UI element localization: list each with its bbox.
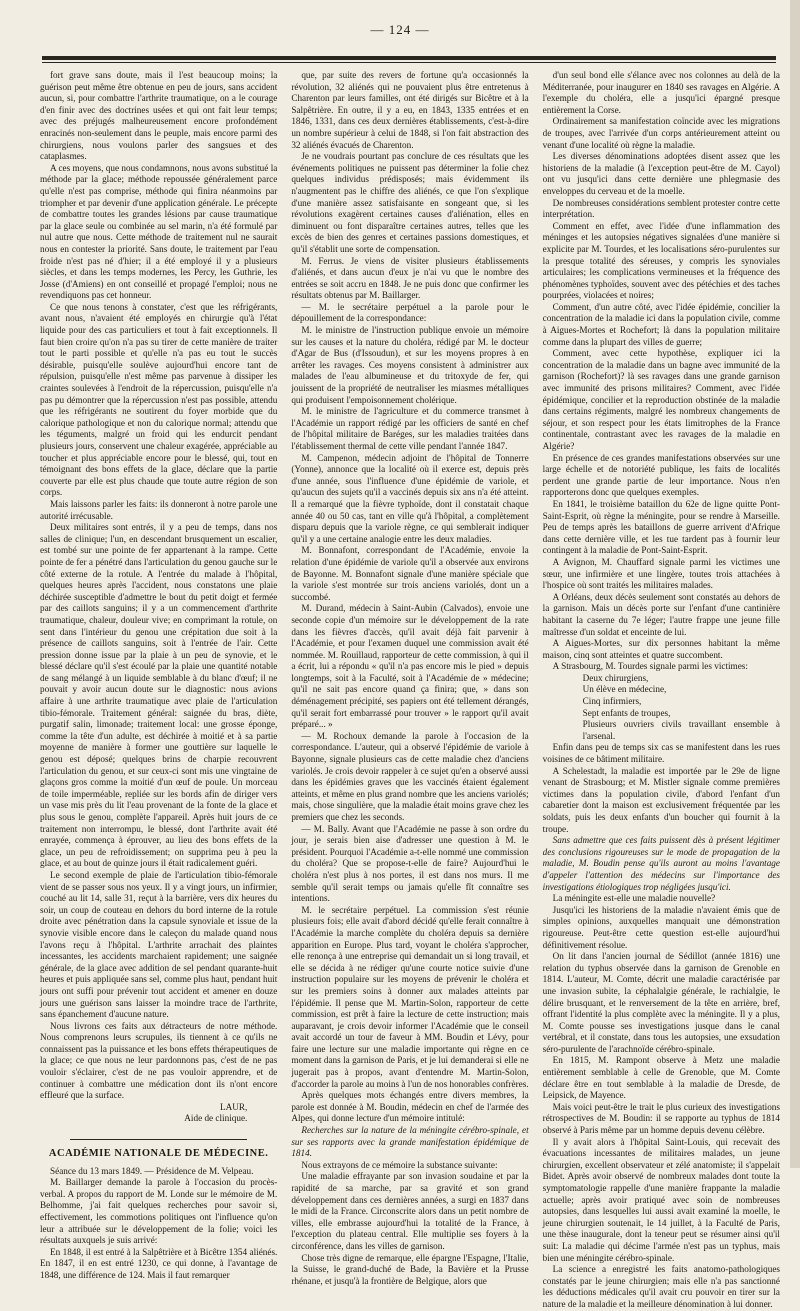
paragraph: Une maladie effrayante par son invasion soudaine et par la rapidité de sa marche, par sa gravité et son grand développement dans ces dernières années, a surgi en 1837 dans le midi de la France. Circonscrite alors dans un petit nombre de villes, elle embrasse aujourd'hui la totalité de la France, à l'exception du plateau central. Elle multiplie ses foyers à la circonférence, dans les villes de garnison. xyxy=(291,1171,529,1251)
paragraph: Enfin dans peu de temps six cas se manifestent dans les rues voisines de ce bâtiment militaire. xyxy=(542,742,780,765)
paragraph: A Orléans, deux décès seulement sont constatés au dehors de la garnison. Mais un décès porte sur l'enfant d'une cantinière habitant la caserne du 7e léger; l'autre frappe une jeune fille maîtresse d'un soldat et enceinte de lui. xyxy=(542,591,780,637)
paragraph: Chose très digne de remarque, elle épargne l'Espagne, l'Italie, la Suisse, le grand-duché de Bade, la Bavière et la Prusse rhénane, et jusqu'à la frontière de Belgique, alors que xyxy=(291,1252,529,1286)
paragraph: — M. le secrétaire perpétuel a la parole pour le dépouillement de la correspondance: xyxy=(291,301,529,324)
paragraph: M. Ferrus. Je viens de visiter plusieurs établissements d'aliénés, et dans aucun d'eux je n'ai vu que le nombre des entrées se soit accru en 1848. Je ne puis donc que confirmer les résultats obtenus par M. Baillarger. xyxy=(291,255,529,301)
paragraph: La science a enregistré les faits anatomo-pathologiques constatés par le jeune chirurgien; mais elle n'a pas sanctionné les déductions médicales qu'il avait cru pouvoir en tirer sur la nature de la maladie et la meilleure dénomination à lui donner. xyxy=(542,1264,780,1309)
paragraph: — M. Bally. Avant que l'Académie ne passe à son ordre du jour, je serais bien aise d'adresser une question à M. le président. Pourquoi l'Académie a-t-elle nommé une commission du choléra? Que se propose-t-elle de faire? Aujourd'hui le choléra n'est plus à nos portes, il est dans nos murs. Il me semble qu'il serait temps ou jamais qu'elle fît connaître ses intentions. xyxy=(291,823,529,904)
paragraph: M. le secrétaire perpétuel. La commission s'est réunie plusieurs fois; elle avait d'abord décidé qu'elle ferait connaître à l'Académie la marche complète du choléra depuis sa dernière apparition en Europe. Plus tard, voyant le choléra s'approcher, elle renonça à une entreprise qui demandait un si long travail, et elle se décida à ne rédiger qu'une courte notice suivie d'une instruction populaire sur les moyens de prévenir le choléra et sur les premiers soins à donner aux malades atteints par l'épidémie. Il pense que M. Martin-Solon, rapporteur de cette commission, est prêt à faire la lecture de cette instruction; mais auparavant, je crois devoir informer l'Académie que le conseil avait accordé un tour de faveur à MM. Boudin et Lévy, pour faire une lecture sur une maladie importante qui règne en ce moment dans la garnison de Paris, et je lui demanderai si elle ne jugerait pas à propos, avant d'entendre M. Martin-Solon, d'accorder la parole au moins à l'un de nos honorables confrères. xyxy=(291,904,529,1089)
paragraph: A Aigues-Mortes, sur dix personnes habitant la même maison, cinq sont atteintes et quatre succombent. xyxy=(542,638,780,660)
section-title: ACADÉMIE NATIONALE DE MÉDECINE. xyxy=(48,1148,269,1160)
list-item: Cinq infirmiers, xyxy=(582,696,642,707)
header-rule-thin xyxy=(42,62,776,63)
paragraph: En présence de ces grandes manifestations observées sur une large échelle et de notoriété publique, les faits de localités perdent une grande partie de leur importance. Nous n'en rapporterons donc que quelques exemples. xyxy=(542,452,780,498)
page-number: — 124 — xyxy=(370,22,430,37)
paragraph: M. Bonnafont, correspondant de l'Académie, envoie la relation d'une épidémie de variole qu'il a observée aux environs de Bayonne. M. Bonnafont signale d'une manière spéciale que la variole s'est montrée sur trois anciens variolés, dont un a succombé. xyxy=(291,545,529,602)
paragraph: d'un seul bond elle s'élance avec nos colonnes au delà de la Méditerranée, pour inaugurer en 1840 ses ravages en Algérie. A l'exemple du choléra, elle a jusqu'ici épargné presque entièrement la Corse. xyxy=(542,70,780,115)
paragraph: Je ne voudrais pourtant pas conclure de ces résultats que les événements politiques ne puissent pas déterminer la folie chez quelques individus prédisposés; mais évidemment ils n'augmentent pas le chiffre des aliénés, ce que l'on s'explique d'une manière assez satisfaisante en songeant que, si les révolutions exagèrent certaines causes d'aliénation, elles en diminuent ou font disparaître certaines autres, telles que les excès de bien des genres et certaines passions domestiques, et qu'il s'établit une sorte de compensation. xyxy=(291,151,529,254)
paragraph: Les diverses dénominations adoptées disent assez que les historiens de la maladie (à l'exception peut-être de M. Cayol) ont vu jusqu'ici dans cette dernière une phlegmasie des enveloppes du cerveau et de la moelle. xyxy=(542,151,780,196)
paragraph: A Avignon, M. Chauffard signale parmi les victimes une sœur, une infirmière et une lingère, toutes trois attachées à l'hospice où sont traités les militaires malades. xyxy=(542,556,780,591)
list-item: Un élève en médecine, xyxy=(582,684,667,695)
paragraph: A Schelestadt, la maladie est importée par le 29e de ligne venant de Strasbourg; et M. Mistler signale comme premières victimes dans la population civile, d'abord l'enfant d'un cabaretier dont la maison est exclusivement fréquentée par les soldats, puis les deux enfants d'un boucher qui fournit à la troupe. xyxy=(542,765,780,834)
page-edge xyxy=(790,0,800,1168)
paragraph: M. Campenon, médecin adjoint de l'hôpital de Tonnerre (Yonne), annonce que la localité où il exerce est, depuis près d'une année, sous l'influence d'une épidémie de variole, et qu'aucun des sujets qu'il a vaccinés depuis six ans n'a été atteint. Il a remarqué que la fièvre typhoïde, dont il constatait chaque année 40 ou 50 cas, tant en ville qu'à l'hôpital, a complètement disparu depuis que la variole règne, ce qui semblerait indiquer qu'il y a une certaine analogie entre les deux maladies. xyxy=(291,452,529,544)
text-columns xyxy=(40,70,780,1309)
paragraph: Deux militaires sont entrés, il y a peu de temps, dans nos salles de clinique; l'un, en descendant brusquement un escalier, est tombé sur une pointe de fer appartenant à la rampe. Cette pointe de fer a pénétré dans l'articulation du genou gauche sur le côté externe de la rotule. A l'entrée du malade à l'hôpital, quelques heures après l'accident, nous constatons une plaie déchirée susceptible d'admettre le bout du petit doigt et fermée par des caillots sanguins; il y a un commencement d'arthrite traumatique, chaleur, douleur vive; en comprimant la rotule, on sent dans l'intérieur du genou une crépitation due soit à la présence de caillots sanguins, soit à l'entrée de l'air. Cette pression donne issue par la plaie à un peu de synovie, et le blessé déclare qu'il s'est écoulé par la plaie une quantité notable de sang mélangé à un liquide semblable à du blanc d'œuf; il ne pouvait y avoir aucun doute sur le diagnostic: nous avions affaire à une arthrite traumatique avec plaie de l'articulation tibio-fémorale. Traitement général: saignée du bras, diète, purgatif salin, limonade; traitement local: une grosse éponge, comme la tête d'un adulte, est déchirée à moitié et à sa partie moyenne de manière à former une gouttière sur laquelle le genou est déposé; quelques brins de charpie recouvrent l'articulation du genou, et sur ceux-ci sont mis une vingtaine de glaçons gros comme la moitié d'un œuf de poule. Un morceau de toile imperméable, repliée sur les bords afin de diriger vers un vase mis près du lit l'eau provenant de la fonte de la glace et plus sous le genou, complète l'appareil. Après huit jours de ce traitement non interrompu, le blessé, dont l'arthrite avait été enrayée, commença à éprouver, au lieu des bons effets de la glace, un peu de refroidissement; on supprima peu à peu la glace, et au bout de quinze jours il était radicalement guéri. xyxy=(40,522,278,869)
paragraph: En 1848, il est entré à la Salpêtrière et à Bicêtre 1354 aliénés. En 1847, il en est entré 1230, ce qui donne, à l'avantage de 1848, une différence de 124. Mais il faut remarquer xyxy=(40,1246,278,1280)
paragraph: A ces moyens, que nous condamnons, nous avons substitué la méthode par la glace; méthode repoussée généralement parce qu'elle n'est pas comprise, méthode qui finira néanmoins par triompher et par devenir d'une application générale. Le précepte de combattre toutes les grandes lésions par cause traumatique par la glace seule ou combinée au sel marin, n'a été formulé par nul autre que nous. Cette méthode de traitement nul ne saurait nous en contester la priorité. Sans doute, le traitement par l'eau froide n'est pas né d'hier; il a été employé il y a plusieurs siècles, et dans les temps modernes, les Percy, les Guthrie, les Josse (d'Amiens) en ont conseillé et propagé l'emploi; nous ne revendiquons pas cet honneur. xyxy=(40,162,278,301)
section-divider xyxy=(70,1139,247,1140)
paragraph: Il y avait alors à l'hôpital Saint-Louis, qui recevait des évacuations incessantes de militaires malades, un jeune chirurgien, excellent observateur et zélé anatomiste; il s'appelait Bidet. Après avoir observé de nombreux malades dont toute la symptomatologie rappelle d'une manière frappante la maladie actuelle; après avoir pratiqué avec soin de nombreuses autopsies, dans lesquelles lui aussi avait examiné la moelle, le jeune chirurgien soutenait, le 14 juillet, à la Faculté de Paris, une thèse inaugurale, dont la teneur peut se résumer ainsi qu'il suit: La maladie qui décime l'armée n'est pas un typhus, mais bien une méningite cérébro-spinale. xyxy=(542,1136,780,1263)
paragraph: La méningite est-elle une maladie nouvelle? xyxy=(552,893,716,904)
list-item: Sept enfants de troupes, xyxy=(582,707,671,718)
paragraph: fort grave sans doute, mais il l'est beaucoup moins; la guérison peut même être obtenue en peu de jours, sans accident aucun, si, pour combattre l'arthrite traumatique, on a le courage d'en finir avec des doctrines usées et qui ont fait leur temps; avec des préjugés malheureusement encore profondément enracinés non-seulement dans le peuple, mais encore parmi des chirurgiens, nous voulons parler des sangsues et des cataplasmes. xyxy=(40,70,278,162)
paragraph: En 1841, le troisième bataillon du 62e de ligne quitte Pont-Saint-Esprit, où règne la méningite, pour se rendre à Marseille. Peu de temps après les bataillons de guerre arrivent d'Afrique dans cette dernière ville, et les tue tardent pas à fournir leur contingent à la maladie de Pont-Saint-Esprit. xyxy=(542,498,780,556)
paragraph: Comment, avec cette hypothèse, expliquer ici la concentration de la maladie dans un bagne avec immunité de la garnison (Rochefort)? là ses ravages dans une grande garnison avec immunité des prisons militaires? Comment, avec l'idée épidémique, concilier et la reproduction obstinée de la maladie dans certains régiments, malgré les nombreux changements de séjour, et son respect pour les états limitrophes de la France continentale, contrastant avec les ravages de la maladie en Algérie? xyxy=(542,348,780,451)
paragraph: On lit dans l'ancien journal de Sédillot (année 1816) une relation du typhus observée dans la garnison de Grenoble en 1814. L'auteur, M. Comte, décrit une maladie caractérisée par une invasion subite, la céphalalgie générale, le rachialgie, le délire brusquant, et le renversement de la tête en arrière, bref, offrant l'identité la plus complète avec la méningite. Il y a plus, M. Comte pousse ses investigations jusque dans le canal vertébral, et il constate, dans tous les autopsies, une exsudation séro-purulente de l'arachnoïde cérébro-spinale. xyxy=(542,951,780,1054)
paragraph: M. le ministre de l'agriculture et du commerce transmet à l'Académie un rapport rédigé par les officiers de santé en chef de l'hôpital militaire de Baréges, sur les maladies traitées dans l'établissement thermal de cette ville pendant l'année 1847. xyxy=(291,406,529,451)
paragraph: En 1815, M. Rampont observe à Metz une maladie entièrement semblable à celle de Grenoble, que M. Comte déclare être en tout semblable à la maladie de Dresde, de Leipsick, de Mayence. xyxy=(542,1055,780,1101)
paragraph: M. Durand, médecin à Saint-Aubin (Calvados), envoie une seconde copie d'un mémoire sur le développement de la rate dans les fièvres d'accès, qu'il avait déjà fait parvenir à l'Académie, et pour l'examen duquel une commission avait été nommée. M. Rouillaud, rapporteur de cette commission, à qui il a écrit, lui a répondu « qu'il n'a pas encore mis le pied » depuis longtemps, soit à la Faculté, soit à l'Académie de » médecine; qu'il ne sait pas encore quand ça finira; que, » dans son déménagement précipité, ses papiers ont été tellement dérangés, qu'il serait fort embarrassé pour trouver » le rapport qu'il avait préparé... » xyxy=(291,603,529,730)
paragraph: A Strasbourg, M. Tourdes signale parmi les victimes: xyxy=(552,661,748,672)
paragraph: Le second exemple de plaie de l'articulation tibio-fémorale vient de se passer sous nos yeux. Il y a vingt jours, un infirmier, couché au lit 14, salle 31, reçut à la barrière, vers dix heures du soir, un coup de couteau en dehors du bord interne de la rotule droite avec pénétration dans la capsule synoviale et issue de la synovie visible encore dans le caleçon du malade quand nous l'avons reçu à l'hôpital. L'arthrite arrachait des plaintes incessantes, les accidents marchaient rapidement; une saignée générale, de la glace avec addition de sel pendant quarante-huit heures et puis appliquée sans sel, comme plus haut, pendant huit jours ont suffi pour prévenir tout accident et amener en douze jours une guérison sans laisser la moindre trace de l'arthrite, sans épanchement d'aucune nature. xyxy=(40,869,278,1020)
paragraph: M. le ministre de l'instruction publique envoie un mémoire sur les causes et la nature du choléra, rédigé par M. le docteur d'Agar de Bus (d'Issoudun), et sur les moyens propres à en arrêter les ravages. Ces moyens consistent à administrer aux malades de l'eau albumineuse et du tritoxyde de fer, qui jouissent de la propriété de neutraliser les miasmes métalliques qui produisent l'empoisonnement cholérique. xyxy=(291,325,529,405)
paragraph: Mais voici peut-être le trait le plus curieux des investigations rétrospectives de M. Boudin: il se rapporte au typhus de 1814 observé à Paris même par un homme depuis devenu célèbre. xyxy=(542,1101,780,1136)
author-signature: LAUR, xyxy=(220,1101,248,1112)
list-item: Plusieurs ouvriers civils travaillant ensemble à l'arsenal. xyxy=(582,719,780,741)
paragraph: Nous livrons ces faits aux détracteurs de notre méthode. Nous comprenons leurs scrupules, ils tiennent à ce qu'ils ne connaissent pas la puissance et les bons effets thérapeutiques de la glace; ce que nous ne leur pardonnons pas, c'est de ne pas vouloir s'éclairer, c'est de ne pas vouloir apprendre, et de continuer à combattre une médication dont ils n'ont encore effleuré que la surface. xyxy=(40,1020,278,1101)
column-middle xyxy=(291,70,529,1286)
paragraph: que, par suite des revers de fortune qu'a occasionnés la révolution, 32 aliénés qui ne pouvaient plus être entretenus à Charenton par leurs familles, ont été dirigés sur Bicêtre et à la Salpêtrière. En outre, il y a eu, en 1843, 1335 entrées et en 1846, 1331, dans ces deux dernières établissements, c'est-à-dire un nombre supérieur à celui de 1848, si l'on fait abstraction des 32 aliénés évacués de Charenton. xyxy=(291,70,529,150)
list-item: Deux chirurgiens, xyxy=(582,672,649,683)
paragraph: Jusqu'ici les historiens de la maladie n'avaient émis que de simples opinions, auxquelles manquait une démonstration rigoureuse. Peut-être cette question est-elle aujourd'hui définitivement résolue. xyxy=(542,904,780,950)
header-rule xyxy=(42,56,776,60)
column-right xyxy=(542,70,780,1309)
paragraph: Sans admettre que ces faits puissent dès à présent légitimer des conclusions rigoureuses sur le mode de propagation de la maladie, M. Boudin pense qu'ils auront au moins l'avantage d'appeler l'attention des médecins sur l'importance des investigations étiologiques trop négligées jusqu'ici. xyxy=(542,835,780,892)
paragraph: Mais laissons parler les faits: ils donneront à notre parole une autorité irrécusable. xyxy=(40,498,278,521)
paragraph: De nombreuses considérations semblent protester contre cette interprétation. xyxy=(542,197,780,220)
column-left xyxy=(40,70,278,1280)
paragraph: Recherches sur la nature de la méningite cérébro-spinale, et sur ses rapports avec la grande manifestation épidémique de 1814. xyxy=(291,1125,529,1159)
paragraph: Après quelques mots échangés entre divers membres, la parole est donnée à M. Boudin, médecin en chef de l'armée des Alpes, qui donne lecture d'un mémoire intitulé: xyxy=(291,1090,529,1124)
session-line: Séance du 13 mars 1849. — Présidence de M. Velpeau. xyxy=(50,1165,254,1176)
paragraph: Ce que nous tenons à constater, c'est que les réfrigérants, avant nous, n'avaient été employés en chirurgie qu'à l'état liquide pour des cas particuliers et tout à fait exceptionnels. Il faut bien croire qu'on n'a pas su tirer de cette manière de traiter tout le parti possible et qu'elle n'a pas eu tout le succès désirable, puisqu'elle soulève aujourd'hui encore tant de répulsion, puisqu'elle n'est même pas parvenue à dissiper les craintes soulevées à l'endroit de la répercussion, puisqu'elle n'a pas pu démontrer que la répercussion n'est pas possible, attendu que les réfrigérants ne soutirent du foyer morbide que du calorique pathologique et non du calorique normal; attendu que les téguments, malgré un froid qui les endurcit pendant plusieurs jours, conservent une chaleur exagérée, appréciable au toucher et plus appréciable encore pour le blessé, qui, tout en témoignant des bons effets de la glace, déclare que la partie couverte par elle est plus chaude que toute autre région de son corps. xyxy=(40,301,278,498)
author-title: Aide de clinique. xyxy=(184,1113,248,1124)
paragraph: Comment en effet, avec l'idée d'une inflammation des méninges et les autopsies négatives signalées d'une manière si explicite par M. Tourdes, et les localisations séro-purulentes sur la presque totalité des séreuses, y compris les synoviales articulaires; les complications vermineuses et la fréquence des phénomènes typhoïdes, souvent avec des pétéchies et des taches pourprées, violacées et noires; xyxy=(542,220,780,301)
paragraph: Comment, d'un autre côté, avec l'idée épidémie, concilier la concentration de la maladie ici dans la population civile, comme à Aigues-Mortes et Rochefort; là dans la population militaire comme dans la plupart des villes de guerre; xyxy=(542,301,780,347)
paragraph: Ordinairement sa manifestation coïncide avec les migrations de troupes, avec l'arrivée d'un corps antérieurement atteint ou venant d'une localité où règne la maladie. xyxy=(542,116,780,150)
paragraph: M. Baillarger demande la parole à l'occasion du procès-verbal. A propos du rapport de M. Londe sur le mémoire de M. Belhomme, j'ai fait quelques recherches pour savoir si, effectivement, les commotions politiques ont l'influence qu'on leur a attribuée sur le développement de la folie; voici les résultats auxquels je suis arrivé: xyxy=(40,1177,278,1246)
paragraph: Nous extrayons de ce mémoire la substance suivante: xyxy=(301,1159,498,1170)
paragraph: — M. Rochoux demande la parole à l'occasion de la correspondance. L'auteur, qui a observé l'épidémie de variole à Bayonne, signale plusieurs cas de cette maladie chez d'anciens variolés. Je crois devoir rappeler à ce sujet qu'en a observé aussi dans les épidémies graves que les vaccinés étaient également atteints, et même en plus grand nombre que les anciens variolés; mais, chose singulière, que la maladie était moins grave chez les premiers que chez les seconds. xyxy=(291,730,529,822)
